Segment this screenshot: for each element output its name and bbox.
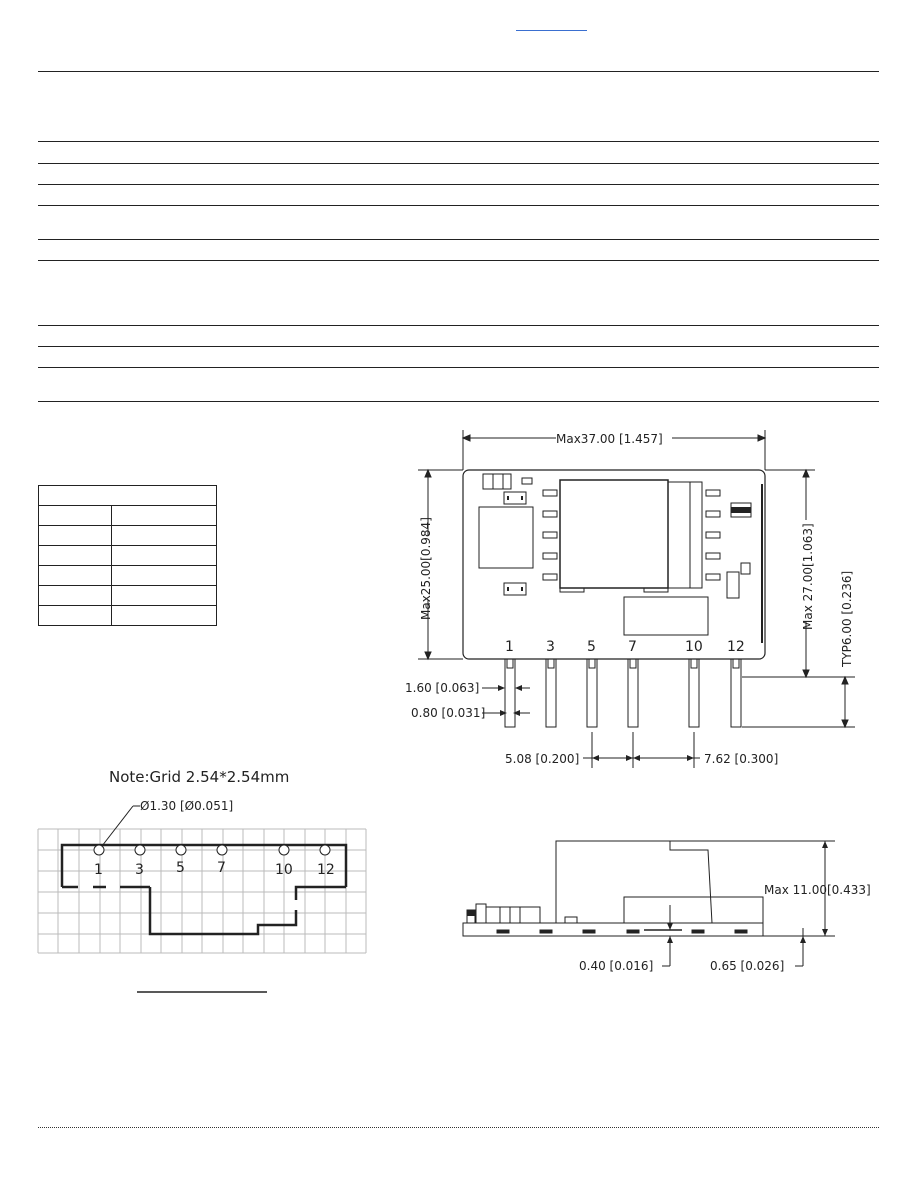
pin-label: 1 [505,639,514,655]
footer-divider [38,1127,879,1128]
footprint-note: Note:Grid 2.54*2.54mm [109,768,290,786]
pin-width-dimension-label: 1.60 [0.063] [405,681,480,695]
standoff-dimension-label: 0.65 [0.026] [710,959,785,973]
pin-label: 7 [628,639,637,655]
side-height-dimension-label: Max 11.00[0.433] [764,883,871,897]
pin-thickness-dimension-label: 0.80 [0.031] [411,706,486,720]
pin-length-dimension-label: TYP6.00 [0.236] [840,570,854,667]
board-gap-dimension-label: 0.40 [0.016] [579,959,654,973]
footprint-pin-label: 5 [176,860,185,876]
hole-dimension-label: Ø1.30 [Ø0.051] [140,799,234,813]
pin-label: 10 [685,639,703,655]
pin-label: 3 [546,639,555,655]
footprint-pin-label: 12 [317,862,335,878]
pitch-dimension-label: 5.08 [0.200] [505,752,580,766]
pitch-dimension-label: 7.62 [0.300] [704,752,779,766]
total-height-dimension-label: Max 27.00[1.063] [801,523,815,630]
footprint-pin-label: 10 [275,862,293,878]
footprint-pin-label: 7 [217,860,226,876]
footprint-pin-label: 3 [135,862,144,878]
pin-label: 12 [727,639,745,655]
width-dimension-label: Max37.00 [1.457] [556,432,663,446]
height-dimension-label: Max25.00[0.984] [419,517,433,620]
pin-label: 5 [587,639,596,655]
footprint-pin-label: 1 [94,862,103,878]
